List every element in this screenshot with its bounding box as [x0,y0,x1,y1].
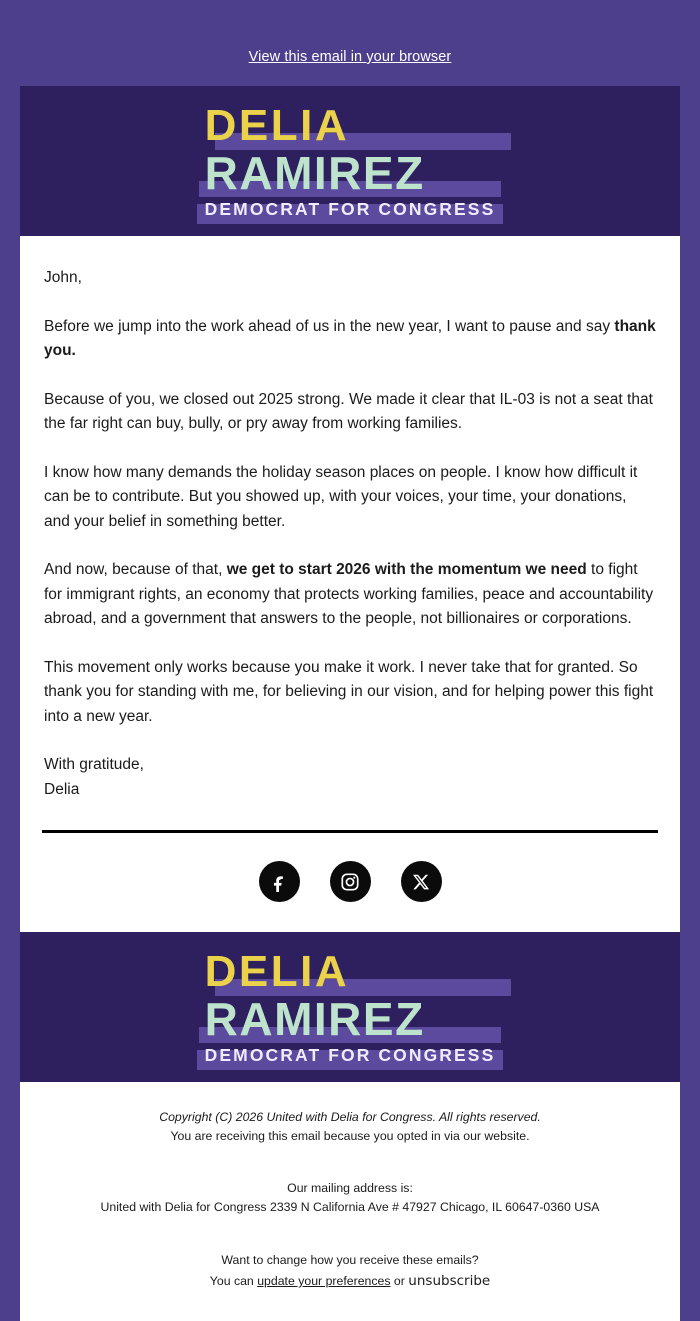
logo-last-name: RAMIREZ [204,993,425,1045]
divider-container [20,812,680,833]
body-paragraph [44,461,656,535]
mailing-address-heading: Our mailing address is: [287,1181,413,1195]
campaign-logo-footer [204,947,496,1065]
emphasis-text: we get to start 2026 with the momentum we need [226,561,587,578]
logo-tagline: DEMOCRAT FOR CONGRESS [204,1045,496,1065]
paragraph-text: This movement only works because you make it work. I never take that for granted. So thank you for standing with me, for believing in our vision, and for helping power this fight into a new year. [44,658,654,725]
paragraph-text: to fight for immigrant rights, an economy that protects working families, peace and accountability abroad, and a government that answers to the people, not billionaires or corporations. [44,561,654,627]
email-body [20,236,680,812]
preferences-separator: or [390,1274,409,1288]
body-paragraphs [44,315,656,730]
view-in-browser-link[interactable]: View this email in your browser [248,49,452,65]
paragraph-text: I know how many demands the holiday season places on people. I know how difficult it can be to contribute. But you showed up, with your voices, your time, your donations, and your belief in something better. [44,463,638,530]
unsubscribe-link[interactable]: unsubscribe [408,1273,491,1289]
preferences-line [44,1272,656,1291]
signoff-line-1: With gratitude, [44,756,144,773]
signoff-line-2: Delia [44,780,80,798]
logo-first-name: DELIA [204,947,350,996]
preheader [0,0,700,86]
header-logo-band [20,86,680,236]
update-preferences-link[interactable]: update your preferences [257,1274,391,1288]
emphasis-text: thank you. [44,317,656,359]
email-card [20,86,680,1321]
mailing-address: United with Delia for Congress 2339 N California Ave # 47927 Chicago, IL 60647-0360 USA [100,1200,600,1214]
logo-first-name-row [204,101,496,150]
social-link-x[interactable] [401,861,442,902]
logo-last-name: RAMIREZ [204,147,425,199]
body-paragraph [44,656,656,730]
logo-tagline: DEMOCRAT FOR CONGRESS [204,199,496,219]
footer-logo-band [20,932,680,1082]
logo-first-name: DELIA [204,101,350,150]
body-paragraph [44,558,656,632]
x-twitter-icon [412,873,430,891]
optin-notice: You are receiving this email because you opted in via our website. [170,1129,530,1143]
social-link-facebook[interactable] [259,861,300,902]
paragraph-text: Before we jump into the work ahead of us in the new year, I want to pause and say [44,317,615,335]
logo-tagline-row [205,201,496,219]
social-links [20,833,680,932]
logo-tagline-row [205,1047,496,1065]
copyright-text: Copyright (C) 2026 United with Delia for Congress. All rights reserved. [159,1110,541,1124]
signoff [44,753,656,802]
facebook-icon [269,872,289,892]
preferences-prefix: You can [209,1274,258,1288]
body-paragraph [44,315,656,364]
logo-last-name-row [204,993,496,1045]
greeting: John, [44,269,82,286]
logo-first-name-row [204,947,496,996]
email-footer [20,1082,680,1321]
paragraph-text: And now, because of that, [44,561,227,578]
body-paragraph [44,388,656,437]
preferences-heading: Want to change how you receive these emails? [221,1253,479,1267]
campaign-logo-header [204,101,496,219]
logo-last-name-row [204,147,496,199]
instagram-icon [340,871,361,892]
social-link-instagram[interactable] [330,861,371,902]
paragraph-text: Because of you, we closed out 2025 strong. We made it clear that IL-03 is not a seat that the far right can buy, bully, or pry away from working families. [44,390,653,432]
